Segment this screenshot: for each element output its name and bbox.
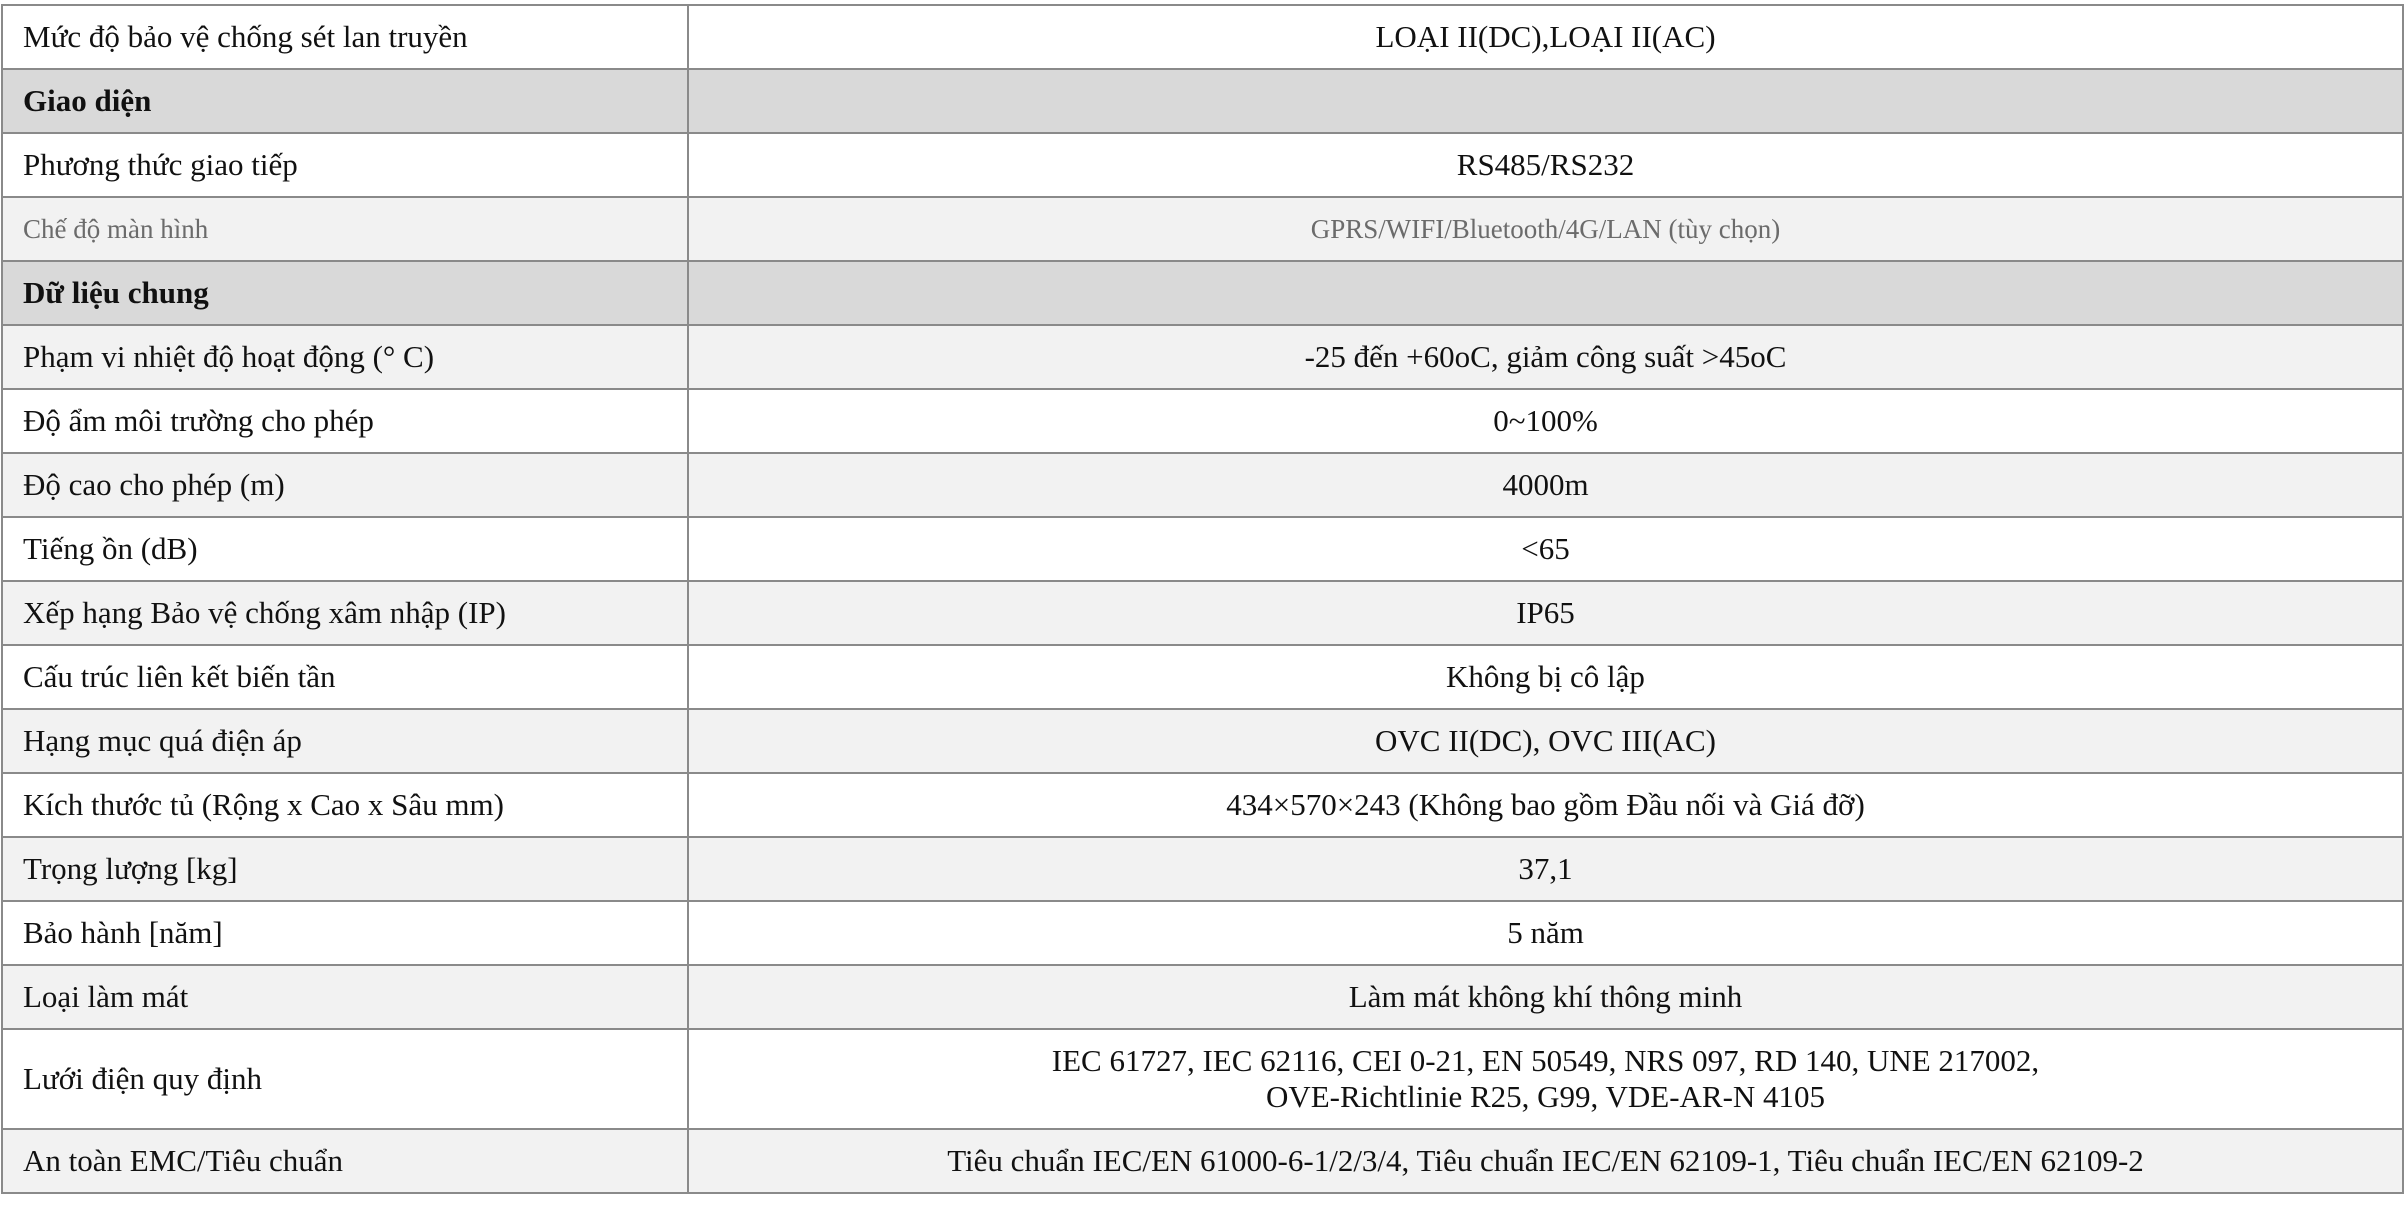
row-label: Chế độ màn hình [2, 197, 688, 261]
section-header-general-data [2, 261, 2403, 325]
row-label: Độ cao cho phép (m) [2, 453, 688, 517]
table-row-humidity [2, 389, 2403, 453]
table-row-monitoring [2, 197, 2403, 261]
section-empty-cell [688, 69, 2403, 133]
row-value: 37,1 [688, 837, 2403, 901]
specification-table-body [2, 5, 2403, 1193]
row-value: Không bị cô lập [688, 645, 2403, 709]
row-value: Làm mát không khí thông minh [688, 965, 2403, 1029]
table-row-communication [2, 133, 2403, 197]
table-row-overvoltage-category [2, 709, 2403, 773]
row-label: Độ ẩm môi trường cho phép [2, 389, 688, 453]
table-row-noise [2, 517, 2403, 581]
table-row-dimensions [2, 773, 2403, 837]
table-row-ip-rating [2, 581, 2403, 645]
row-value: LOẠI II(DC),LOẠI II(AC) [688, 5, 2403, 69]
row-label: Phương thức giao tiếp [2, 133, 688, 197]
row-value: IP65 [688, 581, 2403, 645]
section-empty-cell [688, 261, 2403, 325]
row-value-line: IEC 61727, IEC 62116, CEI 0-21, EN 50549, NRS 097, RD 140, UNE 217002, [1051, 1043, 2040, 1078]
row-label: Phạm vi nhiệt độ hoạt động (° C) [2, 325, 688, 389]
row-label: Bảo hành [năm] [2, 901, 688, 965]
row-label: Hạng mục quá điện áp [2, 709, 688, 773]
row-value: <65 [688, 517, 2403, 581]
row-value: 0~100% [688, 389, 2403, 453]
row-value: RS485/RS232 [688, 133, 2403, 197]
section-header-interface [2, 69, 2403, 133]
table-row-operating-temperature [2, 325, 2403, 389]
row-label: Mức độ bảo vệ chống sét lan truyền [2, 5, 688, 69]
table-row-cooling [2, 965, 2403, 1029]
table-row-emc-safety [2, 1129, 2403, 1193]
row-label: Trọng lượng [kg] [2, 837, 688, 901]
row-value [688, 1029, 2403, 1129]
row-label: Tiếng ồn (dB) [2, 517, 688, 581]
table-row-warranty [2, 901, 2403, 965]
row-value: -25 đến +60oC, giảm công suất >45oC [688, 325, 2403, 389]
row-value: 5 năm [688, 901, 2403, 965]
specification-table [1, 4, 2404, 1194]
row-value: 434×570×243 (Không bao gồm Đầu nối và Giá đỡ) [688, 773, 2403, 837]
section-title: Giao diện [2, 69, 688, 133]
row-label: Loại làm mát [2, 965, 688, 1029]
row-value: GPRS/WIFI/Bluetooth/4G/LAN (tùy chọn) [688, 197, 2403, 261]
row-label: Kích thước tủ (Rộng x Cao x Sâu mm) [2, 773, 688, 837]
table-row-surge-protection [2, 5, 2403, 69]
row-label: Xếp hạng Bảo vệ chống xâm nhập (IP) [2, 581, 688, 645]
row-value: 4000m [688, 453, 2403, 517]
row-label: Cấu trúc liên kết biến tần [2, 645, 688, 709]
table-row-altitude [2, 453, 2403, 517]
row-value: Tiêu chuẩn IEC/EN 61000-6-1/2/3/4, Tiêu chuẩn IEC/EN 62109-1, Tiêu chuẩn IEC/EN 62109-2 [688, 1129, 2403, 1193]
row-value-line: OVE-Richtlinie R25, G99, VDE-AR-N 4105 [1265, 1079, 1826, 1114]
section-title: Dữ liệu chung [2, 261, 688, 325]
table-row-topology [2, 645, 2403, 709]
row-value: OVC II(DC), OVC III(AC) [688, 709, 2403, 773]
row-label: An toàn EMC/Tiêu chuẩn [2, 1129, 688, 1193]
table-row-grid-regulation [2, 1029, 2403, 1129]
table-row-weight [2, 837, 2403, 901]
row-label: Lưới điện quy định [2, 1029, 688, 1129]
